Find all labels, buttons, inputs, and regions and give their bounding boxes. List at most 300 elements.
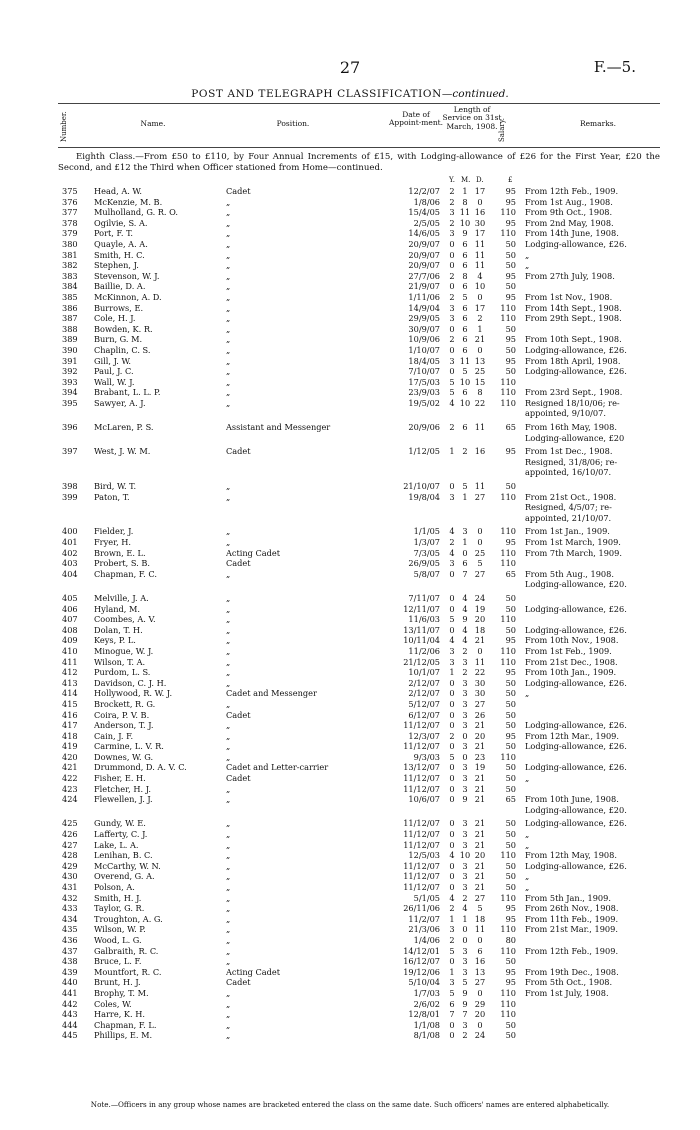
row-number: 428 [62,850,78,861]
table-row [0,935,700,946]
row-number: 409 [62,635,78,646]
table-row [0,250,700,261]
service-years: 0 [449,794,455,805]
salary: 50 [505,698,516,709]
table-row [0,731,700,742]
officer-name: Brockett, R. G. [94,698,156,709]
service-years: 2 [449,196,455,207]
row-number: 422 [62,773,78,784]
officer-name: Smith, H. J. [94,892,142,903]
remarks: From 14th June, 1908. [525,228,619,239]
service-years: 6 [449,998,455,1009]
service-months: 4 [462,603,468,614]
officer-position: Acting Cadet [226,966,281,977]
officer-name: McLaren, P. S. [94,422,154,433]
service-years: 3 [449,656,455,667]
officer-position: „ [226,924,231,935]
remarks: From 1st March, 1909. [525,537,621,547]
service-days: 21 [474,829,486,840]
officer-position: „ [226,839,231,850]
officer-position: „ [226,260,231,271]
officer-position: „ [226,624,231,635]
row-number: 445 [62,1030,78,1041]
service-years: 0 [449,762,455,773]
table-row [0,260,700,271]
service-months: 1 [462,491,468,502]
service-days: 0 [477,987,483,998]
officer-name: Lenihan, B. C. [94,850,153,861]
service-days: 0 [477,934,483,945]
salary: 110 [500,558,516,569]
salary: 110 [500,751,516,762]
service-months: 3 [462,871,468,882]
officer-position: „ [226,956,231,967]
appointment-date: 2/12/07 [408,677,440,688]
service-years: 2 [449,537,455,547]
table-row [0,492,700,503]
officer-name: Overend, G. A. [94,871,155,882]
table-row [0,635,700,646]
officer-name: Mulholland, G. R. O. [94,207,178,218]
remarks: Lodging-allowance, £26. [525,860,627,871]
appointment-date: 14/12/01 [403,945,440,956]
service-days: 21 [474,635,486,646]
header-number: Number. [60,111,68,142]
table-row [0,446,700,457]
service-years: 3 [449,313,455,324]
remarks: From 2nd May, 1908. [525,217,614,228]
service-days: 27 [474,892,486,903]
officer-name: Stephen, J. [94,260,139,271]
service-days: 5 [477,903,483,914]
salary: 50 [505,481,516,492]
service-months: 6 [462,422,468,433]
officer-position: „ [226,603,231,614]
service-days: 19 [474,603,486,614]
officer-position: „ [226,903,231,914]
table-row [0,956,700,967]
salary: 50 [505,773,516,784]
service-days: 0 [477,344,483,355]
service-days: 0 [477,196,483,207]
row-number: 405 [62,592,78,603]
table-row [0,678,700,689]
row-number: 441 [62,987,78,998]
appointment-date: 18/4/05 [408,355,440,366]
salary: 50 [505,260,516,271]
officer-name: Coira, P. V. B. [94,709,150,720]
row-number: 385 [62,291,78,302]
table-header [58,104,660,146]
service-days: 21 [474,720,486,731]
appointment-date: 19/12/06 [403,966,440,977]
service-years: 2 [449,422,455,433]
remarks-continuation-row [0,579,700,590]
service-days: 27 [474,698,486,709]
row-number: 391 [62,355,78,366]
officer-position: „ [226,677,231,688]
appointment-date: 1/1/08 [413,1019,440,1030]
row-number: 434 [62,913,78,924]
officer-position: „ [226,720,231,731]
table-row [0,422,700,433]
service-years: 4 [449,526,455,537]
officer-position: „ [226,913,231,924]
remarks: Lodging-allowance, £26. [525,762,627,773]
salary: 80 [505,934,516,945]
officer-position: „ [226,1019,231,1030]
table-row [0,313,700,324]
service-months: 4 [462,903,468,914]
table-row [0,999,700,1010]
row-number: 384 [62,281,78,292]
service-years: 0 [449,871,455,882]
officer-name: Wood, L. G. [94,934,142,945]
row-number: 411 [62,656,78,667]
row-number: 382 [62,260,78,271]
table-row [0,882,700,893]
table-row [0,914,700,925]
remarks: „ [525,882,530,892]
service-months: 3 [462,773,468,784]
appointment-date: 6/12/07 [408,709,440,720]
service-days: 25 [474,547,486,558]
service-days: 4 [477,270,483,281]
salary: 50 [505,709,516,720]
salary: 50 [505,624,516,635]
row-number: 443 [62,1009,78,1020]
officer-table [0,186,700,1041]
service-months: 10 [459,397,471,408]
service-years: 0 [449,249,455,260]
officer-name: Harre, K. H. [94,1009,145,1020]
service-days: 24 [474,1030,486,1041]
table-row [0,197,700,208]
service-years: 0 [449,773,455,784]
officer-position: Cadet [226,558,251,569]
service-years: 1 [449,446,455,457]
officer-name: Downes, W. G. [94,751,154,762]
service-days: 5 [477,558,483,569]
remarks: From 5th Aug., 1908. [525,568,614,579]
service-months: 3 [462,818,468,829]
service-days: 0 [477,1019,483,1030]
class-heading: Eighth Class.—From £50 to £110, by Four Annual Increments of £15, with Lodging-allowance of £26 for the First Year, £20 the Second, and £12 the Third when Officer stationed from Home—continued. [58,152,660,173]
officer-name: Quayle, A. A. [94,238,148,249]
table-row [0,977,700,988]
service-months: 6 [462,238,468,249]
service-years: 5 [449,945,455,956]
service-days: 22 [474,667,486,678]
header-length: Length of Service on 31st March, 1908. [442,105,502,131]
table-row [0,366,700,377]
officer-name: Ogilvie, S. A. [94,217,148,228]
appointment-date: 20/9/07 [408,249,440,260]
salary: 50 [505,238,516,249]
service-years: 0 [449,568,455,579]
table-row [0,398,700,409]
appointment-date: 19/8/04 [408,491,440,502]
service-days: 11 [474,924,486,935]
appointment-date: 12/2/07 [408,186,440,196]
service-months: 0 [462,751,468,762]
remarks-continuation-row [0,513,700,524]
officer-name: Fletcher, H. J. [94,783,151,794]
officer-name: Bowden, K. R. [94,323,153,334]
officer-position: „ [226,196,231,207]
table-row [0,924,700,935]
header-bottom-rule [58,147,660,148]
row-number: 400 [62,526,78,537]
table-row [0,604,700,615]
appointment-date: 16/12/07 [403,956,440,967]
salary: 110 [500,998,516,1009]
salary: 95 [505,334,516,345]
salary: 50 [505,762,516,773]
officer-name: Fryer, H. [94,537,132,547]
salary: 50 [505,281,516,292]
appointment-date: 11/12/07 [403,829,440,840]
officer-name: Galbraith, R. C. [94,945,159,956]
title-main: POST AND TELEGRAPH CLASSIFICATION [191,88,442,100]
service-months: 8 [462,270,468,281]
officer-name: Flewellen, J. J. [94,794,153,805]
appointment-date: 21/3/06 [408,924,440,935]
service-years: 2 [449,217,455,228]
remarks-continuation-row [0,502,700,513]
service-years: 2 [449,334,455,345]
officer-position: „ [226,987,231,998]
service-years: 0 [449,829,455,840]
officer-name: Cole, H. J. [94,313,136,324]
page-title [0,88,700,100]
salary: 110 [500,1009,516,1020]
appointment-date: 5/1/05 [413,892,440,903]
unit-days: D. [476,176,484,184]
table-row [0,537,700,548]
service-months: 6 [462,344,468,355]
service-months: 3 [462,945,468,956]
service-days: 18 [474,624,486,635]
remarks: From 1st Aug., 1908. [525,196,613,207]
officer-position: „ [226,238,231,249]
service-days: 8 [477,387,483,398]
appointment-date: 21/10/07 [403,481,440,492]
service-months: 11 [459,355,471,366]
officer-name: Troughton, A. G. [94,913,163,924]
service-days: 22 [474,397,486,408]
remarks: From 21st Mar., 1909. [525,924,618,935]
service-months: 2 [462,1030,468,1041]
service-days: 21 [474,882,486,892]
table-row [0,840,700,851]
table-row [0,292,700,303]
service-months: 4 [462,592,468,603]
officer-position: „ [226,217,231,228]
service-years: 0 [449,592,455,603]
table-row [0,946,700,957]
remarks: From 14th Sept., 1908. [525,302,622,313]
officer-position: „ [226,645,231,656]
service-years: 0 [449,818,455,829]
row-number: 427 [62,839,78,850]
service-months: 2 [462,892,468,903]
salary: 65 [505,568,516,579]
service-years: 0 [449,323,455,334]
remarks: „ [525,829,530,840]
salary: 110 [500,526,516,537]
officer-name: Carmine, L. V. R. [94,741,164,752]
appointment-date: 23/9/03 [408,387,440,398]
salary: 50 [505,741,516,752]
remarks: From 21st Dec., 1908. [525,656,618,667]
table-row [0,794,700,805]
salary: 110 [500,302,516,313]
officer-position: „ [226,313,231,324]
table-row [0,657,700,668]
unit-pound: £ [508,176,513,184]
service-months: 6 [462,249,468,260]
row-number: 410 [62,645,78,656]
service-months: 2 [462,667,468,678]
remarks-continuation-row [0,457,700,468]
appointment-date: 20/9/06 [408,422,440,433]
row-number: 431 [62,882,78,892]
service-days: 30 [474,677,486,688]
service-years: 3 [449,302,455,313]
officer-name: Brophy, T. M. [94,987,149,998]
row-number: 375 [62,186,78,196]
row-number: 423 [62,783,78,794]
appointment-date: 11/2/06 [408,645,440,656]
officer-position: „ [226,302,231,313]
row-number: 397 [62,446,78,457]
service-days: 20 [474,614,486,625]
salary: 110 [500,924,516,935]
service-days: 11 [474,481,486,492]
table-row [0,1020,700,1031]
officer-name: Wall, W. J. [94,376,135,387]
service-years: 3 [449,977,455,988]
appointment-date: 20/9/07 [408,260,440,271]
table-row [0,893,700,904]
salary: 110 [500,313,516,324]
table-row [0,271,700,282]
salary: 110 [500,376,516,387]
table-row [0,218,700,229]
officer-position: „ [226,783,231,794]
salary: 50 [505,860,516,871]
appointment-date: 7/3/05 [413,547,440,558]
service-years: 5 [449,376,455,387]
service-months: 3 [462,829,468,840]
service-years: 0 [449,624,455,635]
appointment-date: 11/2/07 [408,913,440,924]
officer-position: „ [226,526,231,537]
row-number: 387 [62,313,78,324]
remarks-continuation: appointed, 16/10/07. [525,467,612,478]
officer-name: Cain, J. F. [94,730,134,741]
officer-name: West, J. W. M. [94,446,151,457]
service-months: 7 [462,1009,468,1020]
service-days: 11 [474,238,486,249]
service-months: 6 [462,558,468,569]
service-years: 3 [449,207,455,218]
salary: 95 [505,635,516,646]
row-number: 393 [62,376,78,387]
table-row [0,186,700,197]
remarks-continuation: Resigned, 4/5/07; re- [525,502,612,513]
service-months: 5 [462,977,468,988]
appointment-date: 12/11/07 [403,603,440,614]
officer-name: Hyland, M. [94,603,140,614]
service-years: 0 [449,709,455,720]
row-number: 415 [62,698,78,709]
appointment-date: 15/4/05 [408,207,440,218]
service-years: 2 [449,270,455,281]
service-years: 7 [449,1009,455,1020]
row-number: 389 [62,334,78,345]
table-row [0,871,700,882]
officer-position: „ [226,397,231,408]
salary: 95 [505,903,516,914]
row-number: 424 [62,794,78,805]
table-row [0,773,700,784]
service-days: 21 [474,334,486,345]
officer-position: „ [226,635,231,646]
service-days: 2 [477,313,483,324]
service-years: 0 [449,720,455,731]
service-months: 6 [462,334,468,345]
officer-name: Brunt, H. J. [94,977,141,988]
appointment-date: 26/9/05 [408,558,440,569]
officer-position: „ [226,871,231,882]
appointment-date: 1/8/06 [413,196,440,207]
officer-position: „ [226,945,231,956]
officer-position: „ [226,614,231,625]
header-name: Name. [140,119,166,128]
page-number: 27 [339,58,361,77]
row-number: 383 [62,270,78,281]
salary: 95 [505,217,516,228]
officer-position: „ [226,481,231,492]
officer-position: „ [226,934,231,945]
salary: 95 [505,667,516,678]
service-days: 27 [474,568,486,579]
officer-name: McKinnon, A. D. [94,291,162,302]
service-days: 13 [474,966,486,977]
salary: 50 [505,688,516,699]
remarks: From 12th Feb., 1909. [525,945,619,956]
appointment-date: 1/10/07 [408,344,440,355]
service-months: 4 [462,624,468,635]
table-row [0,558,700,569]
table-row [0,967,700,978]
remarks: From 26th Nov., 1908. [525,903,619,914]
service-years: 0 [449,1019,455,1030]
appointment-date: 2/5/05 [413,217,440,228]
service-days: 21 [474,839,486,850]
row-number: 433 [62,903,78,914]
service-days: 18 [474,913,486,924]
service-days: 11 [474,422,486,433]
officer-name: Chapman, F. C. [94,568,157,579]
row-number: 412 [62,667,78,678]
row-number: 381 [62,249,78,260]
service-years: 3 [449,491,455,502]
table-row [0,334,700,345]
salary: 110 [500,614,516,625]
